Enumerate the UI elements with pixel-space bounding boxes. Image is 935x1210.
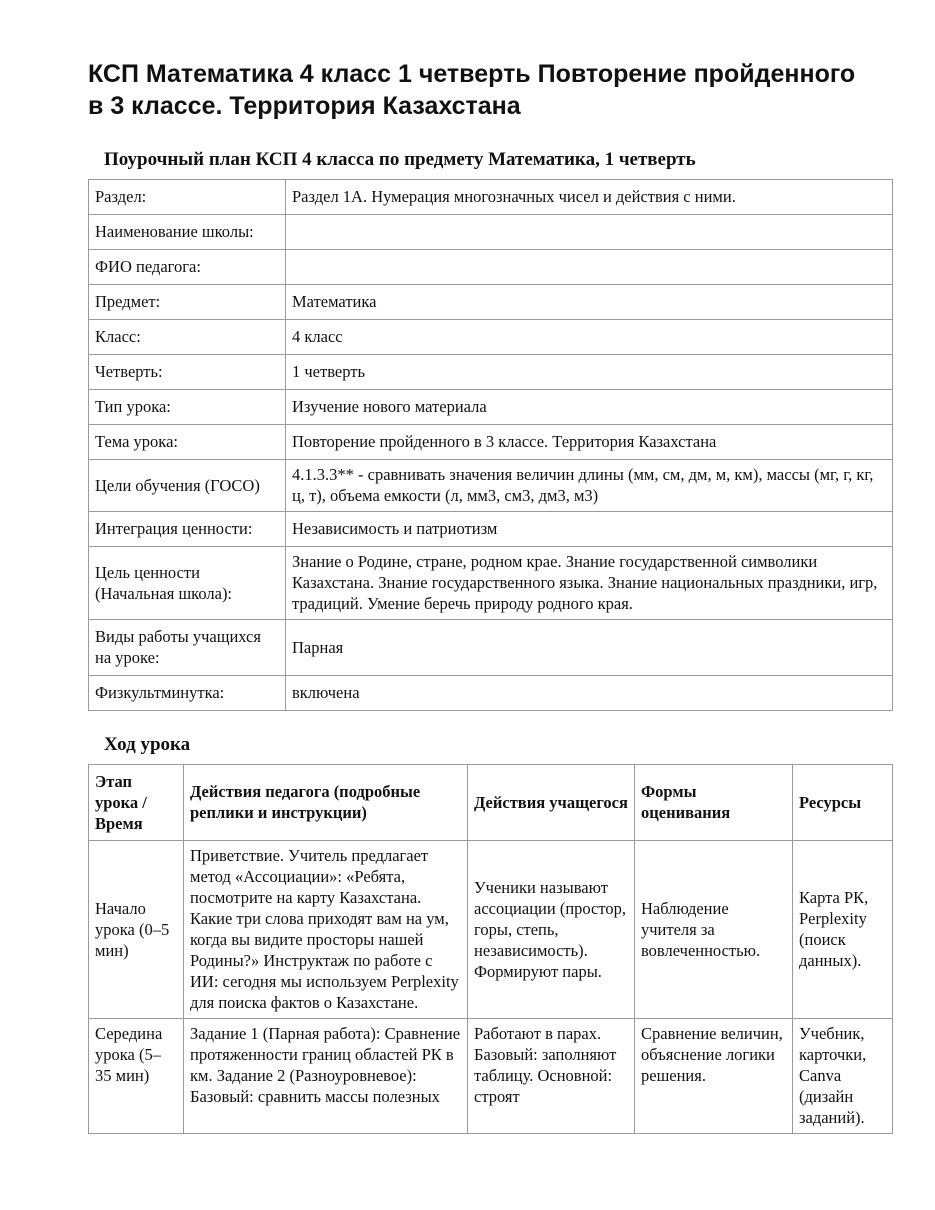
info-value: 4 класс <box>286 320 893 355</box>
info-label: Тема урока: <box>89 425 286 460</box>
plan-heading: Поурочный план КСП 4 класса по предмету Математика, 1 четверть <box>104 149 696 170</box>
info-row <box>89 320 893 355</box>
flow-row <box>89 841 893 1019</box>
info-row <box>89 676 893 711</box>
flow-row <box>89 1019 893 1134</box>
assessment-cell: Наблюдение учителя за вовлеченностью. <box>635 841 793 1019</box>
teacher-cell: Задание 1 (Парная работа): Сравнение протяженности границ областей РК в км. Задание 2 (Разноуровневое): Базовый: сравнить массы полезных <box>184 1019 468 1134</box>
info-value: Математика <box>286 285 893 320</box>
info-value: Повторение пройденного в 3 классе. Территория Казахстана <box>286 425 893 460</box>
info-label: Виды работы учащихся на уроке: <box>89 620 286 676</box>
info-row <box>89 180 893 215</box>
info-label: Наименование школы: <box>89 215 286 250</box>
info-label: ФИО педагога: <box>89 250 286 285</box>
stage-cell: Середина урока (5–35 мин) <box>89 1019 184 1134</box>
info-row <box>89 215 893 250</box>
info-value: Изучение нового материала <box>286 390 893 425</box>
header-student-actions: Действия учащегося <box>468 765 635 841</box>
header-teacher-actions: Действия педагога (подробные реплики и инструкции) <box>184 765 468 841</box>
info-value <box>286 215 893 250</box>
info-label: Цели обучения (ГОСО) <box>89 460 286 512</box>
header-assessment: Формы оценивания <box>635 765 793 841</box>
info-label: Класс: <box>89 320 286 355</box>
info-value: Независимость и патриотизм <box>286 512 893 547</box>
resources-cell: Карта РК, Perplexity (поиск данных). <box>793 841 893 1019</box>
info-label: Предмет: <box>89 285 286 320</box>
info-row <box>89 425 893 460</box>
document-title: КСП Математика 4 класс 1 четверть Повторение пройденного в 3 классе. Территория Казахстана <box>88 60 856 120</box>
lesson-info-table <box>88 179 893 711</box>
info-label: Физкультминутка: <box>89 676 286 711</box>
lesson-flow-table <box>88 764 893 1134</box>
info-row <box>89 512 893 547</box>
header-stage: Этап урока / Время <box>89 765 184 841</box>
info-row <box>89 390 893 425</box>
info-row <box>89 285 893 320</box>
info-value: Знание о Родине, стране, родном крае. Знание государственной символики Казахстана. Знание государственного языка. Знание национальных праздники, игр, традиций. Умение беречь природу родного края. <box>286 547 893 620</box>
teacher-cell: Приветствие. Учитель предлагает метод «Ассоциации»: «Ребята, посмотрите на карту Казахстана. Какие три слова приходят вам на ум, когда вы видите просторы нашей Родины?» Инструктаж по работе с ИИ: сегодня мы используем Perplexity для поиска фактов о Казахстане. <box>184 841 468 1019</box>
header-resources: Ресурсы <box>793 765 893 841</box>
student-cell: Ученики называют ассоциации (простор, горы, степь, независимость). Формируют пары. <box>468 841 635 1019</box>
info-label: Цель ценности (Начальная школа): <box>89 547 286 620</box>
info-label: Раздел: <box>89 180 286 215</box>
info-value: 4.1.3.3** - сравнивать значения величин длины (мм, см, дм, м, км), массы (мг, г, кг, ц, т), объема емкости (л, мм3, см3, дм3, м3) <box>286 460 893 512</box>
student-cell: Работают в парах. Базовый: заполняют таблицу. Основной: строят <box>468 1019 635 1134</box>
info-label: Тип урока: <box>89 390 286 425</box>
info-value: Парная <box>286 620 893 676</box>
info-value: 1 четверть <box>286 355 893 390</box>
lesson-flow-heading: Ход урока <box>104 734 191 755</box>
flow-header-row <box>89 765 893 841</box>
resources-cell: Учебник, карточки, Canva (дизайн заданий). <box>793 1019 893 1134</box>
info-row <box>89 547 893 620</box>
info-value: Раздел 1А. Нумерация многозначных чисел и действия с ними. <box>286 180 893 215</box>
assessment-cell: Сравнение величин, объяснение логики решения. <box>635 1019 793 1134</box>
info-row <box>89 460 893 512</box>
info-value <box>286 250 893 285</box>
info-label: Интеграция ценности: <box>89 512 286 547</box>
info-row <box>89 355 893 390</box>
info-row <box>89 620 893 676</box>
info-row <box>89 250 893 285</box>
info-value: включена <box>286 676 893 711</box>
info-label: Четверть: <box>89 355 286 390</box>
stage-cell: Начало урока (0–5 мин) <box>89 841 184 1019</box>
